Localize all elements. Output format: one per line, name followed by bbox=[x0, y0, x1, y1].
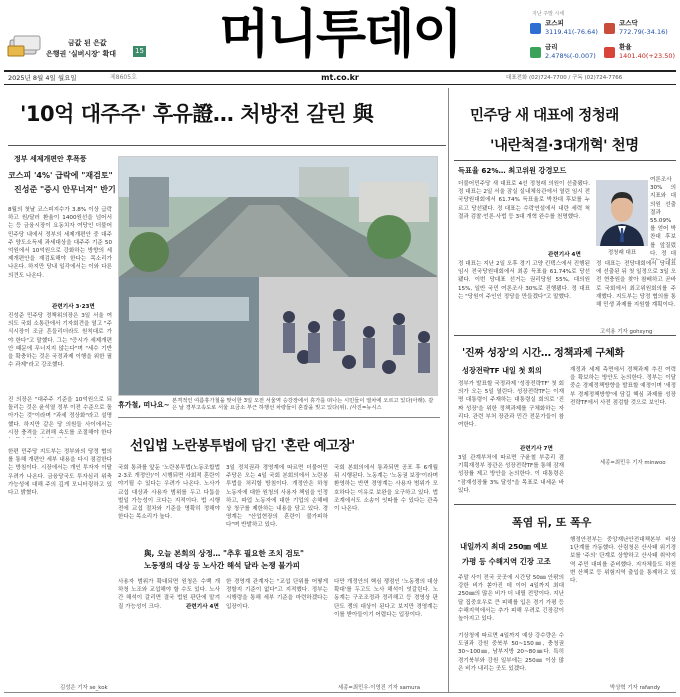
edition: 제8605호 bbox=[110, 74, 137, 81]
growth-byline: 관련기사 7면 bbox=[520, 446, 553, 452]
contacts: 대표전화 (02)724-7700 / 구독 (02)724-7766 bbox=[506, 75, 623, 81]
right-headline2: '내란척결·3대개혁' 천명 bbox=[490, 138, 639, 154]
fx-label: 환율 bbox=[619, 43, 632, 51]
growth-headline: '진짜 성장'의 시간… 정책과제 구체화 bbox=[462, 348, 625, 359]
rain-headline: 폭염 뒤, 또 폭우 bbox=[512, 516, 592, 529]
kosdaq-icon bbox=[604, 23, 615, 34]
rate-value: 2.478%(-0.007) bbox=[545, 52, 596, 60]
fx-row bbox=[604, 43, 675, 61]
photo-caption: 본격적인 여름휴가철을 맞이한 3일 오전 서울역 승강장에서 휴가를 떠나는 시민들이 열차에 오르고 있다(아래). 같은 날 경부고속도로 서울 요금소 부근 하행선 차량들이 혼잡을 빚고 있다(위). /사진=뉴시스 bbox=[172, 398, 434, 411]
growth-body3: 재정과 세제 측면에서 정책과제 추진 여력을 확보하는 방안도 논의한다. 정부는 이달 중순 경제정책방향을 발표할 예정이며 '새정부 경제정책방향'에 담길 핵심 과제를 성장전략TF에서 사전 점검할 것으로 보인다. bbox=[570, 367, 676, 406]
lead-body4: 한편 민주당 지도부는 정부와의 당정 협의를 통해 개편안 세부 내용을 다시 점검한다는 방침이다. 시장에서는 개인 투자자 이탈 우려가 나온다. 금융당국도 투자심리 위축 가능성에 대해 주의 깊게 모니터링하고 있다고 밝혔다. bbox=[8, 449, 112, 497]
labor-body5: 한 경영계 관계자는 "교섭 단위를 어떻게 정할지 기준이 없다"고 지적했다. 정부는 시행령을 통해 세부 기준을 마련하겠다는 입장이다. bbox=[226, 579, 328, 610]
labor-box bbox=[118, 542, 438, 572]
promo-box[interactable] bbox=[6, 30, 146, 64]
kospi-value: 3119.41(-76.64) bbox=[545, 28, 598, 36]
lead-body3: 진 의장은 "대주주 기준을 10억원으로 되돌리는 것은 윤석열 정부 이전 수준으로 돌아가는 것"이라며 "과세 정상화"라고 설명했다. 하지만 같은 당 의원들 사이에서는 시장 충격을 고려해 속도를 조절해야 한다 bbox=[8, 397, 112, 436]
masthead-title: 머니투데이 bbox=[219, 5, 461, 65]
right-body4: 정 대표는 전당대회에서 당대표에 선출된 뒤 첫 일정으로 3일 오전 현충원을 찾아 참배하고 곧바로 국회에서 최고위원회의를 주재했다. 지도부는 당정 협의를 통해 민생 과제를 지원할 계획이다. bbox=[596, 261, 676, 309]
labor-body2: 3일 정치권과 경영계에 따르면 더불어민주당은 오는 4일 국회 본회의에서 노란봉투법을 처리할 방침이다. 개정안은 하청 노동자에 대한 원청의 사용자 책임을 인정하고, 파업 노동자에 대한 기업의 손해배상 청구를 제한하는 내용을 담고 있다. 경영계는 "산업현장의 혼란이 불가피하다"며 반발하고 있다. bbox=[226, 465, 328, 529]
growth-byline2: 세종=최민우 기자 minwoo bbox=[600, 460, 666, 466]
date-line: 2025년 8월 4일 월요일 bbox=[8, 74, 77, 82]
labor-box-title: 與, 오늘 본회의 상정… "추후 필요한 조치 검토" bbox=[144, 549, 304, 558]
fx-icon bbox=[604, 47, 615, 58]
lead-photo bbox=[118, 156, 438, 396]
lead-headline: '10억 대주주' 후유證… 처방전 갈린 與 bbox=[20, 102, 374, 126]
silver-bar-icon bbox=[6, 34, 44, 58]
promo-page-badge: 15 bbox=[133, 46, 146, 57]
site-url[interactable]: mt.co.kr bbox=[321, 73, 359, 82]
kospi-row bbox=[530, 19, 598, 37]
labor-byline: 관련기사 4면 bbox=[186, 604, 219, 610]
labor-byline2: 세종=최민우·이영진 기자 samura bbox=[338, 685, 421, 691]
rate-row bbox=[530, 43, 596, 61]
rain-body2: 기상청에 따르면 4일까지 예상 강수량은 수도권과 강원 중북부 50~150㎜, 충청권 30~100㎜, 남부지방 20~80㎜다. 특히 경기북부와 강원 일부에는 250㎜ 이상 많은 비가 내리는 곳도 있겠다. bbox=[458, 633, 564, 672]
rain-body3: 행정안전부는 중앙재난안전대책본부 비상 1단계를 가동했다. 산림청은 산사태 위기경보를 '주의' 단계로 상향하고 산사태 취약지역 주민 대피를 준비했다. 지자체들도 하천변 산책로 등 위험지역 출입을 통제하고 있다. bbox=[570, 537, 676, 585]
right-headline1: 민주당 새 대표에 정청래 bbox=[470, 108, 619, 124]
growth-body2: 3일 관계부처에 따르면 구윤철 부총리 겸 기획재정부 장관은 성장전략TF를 통해 잠재성장률 제고 방안을 논의한다. 이 대통령은 "잠재성장률 3% 달성"을 목표로 내세운 바 있다. bbox=[458, 455, 564, 494]
market-header: 지난 주말 시세 bbox=[532, 11, 565, 17]
lead-sub1: 코스피 '4%' 급락에 "재검토" bbox=[8, 171, 113, 180]
kosdaq-row bbox=[604, 19, 668, 37]
lead-body1: 8월의 첫날 코스피지수가 3.8% 이상 급락하고 원/달러 환율이 1400원선을 넘어서는 등 금융시장이 요동치자 여당인 더불어민주당 내에서 정부의 세제개편안 중 대주주 양도소득세 과세대상을 대주주 기준 50억원에서 10억원으로 강화하는 방향의 세제개편안을 재검토해야 한다는 목소리가 나온다. 하지만 당내 일각에서는 이와 다른 의견도 나온다. bbox=[8, 207, 112, 279]
right-body3: 여론조사 30% 의 지표와 대의원 선출 결과 55.09%를 얻어 박찬대 후보를 앞질렀다. 정 대 bbox=[650, 177, 676, 257]
rain-sub2: 가평 등 수해지역 긴장 고조 bbox=[462, 557, 551, 566]
labor-body3: 국회 본회의에서 통과되면 공포 후 6개월 뒤 시행된다. 노동계는 '노동권 보장'이라며 환영하는 반면 경영계는 사용자 범위가 모호하다는 이유로 보완을 요구하고 있다. 법조계에서도 소송이 잇따를 수 있다는 관측이 나온다. bbox=[334, 465, 438, 513]
portrait-caption: 정청래 대표 bbox=[607, 250, 637, 256]
labor-headline: 선입법 노란봉투법에 담긴 '혼란 예고장' bbox=[130, 438, 355, 454]
rain-byline: 박상혁 기자 rafandy bbox=[610, 685, 661, 691]
right-byline2: 고석용 기자 gohsyng bbox=[600, 329, 653, 335]
lead-sub2: 진성준 "증시 안무너져" 반기 bbox=[14, 185, 116, 194]
labor-body6: 다만 개정안의 핵심 쟁점인 '노동쟁의 대상 확대'를 두고도 노사 해석이 엇갈린다. 노동계는 구조조정과 정리해고 등 경영상 판단도 쟁의 대상이 된다고 보지만 경영계는 이를 받아들이기 어렵다는 입장이다. bbox=[334, 579, 438, 618]
right-body2: 정 대표는 지난 2일 오후 경기 고양 킨텍스에서 진행된 임시 전국당원대회에서 최종 득표율 61.74%로 당선됐다. 이번 당대표 선거는 권리당원 55%, 대의원 15%, 일반 국민 여론조사 30%로 진행됐다. 정 대표는 "당원이 주인인 정당을 만들겠다"고 말했다. bbox=[458, 261, 590, 300]
promo-line2: 은행권 '실버시장' 확대 bbox=[46, 50, 117, 58]
lead-kicker: 정부 세제개편안 후폭풍 bbox=[14, 155, 87, 163]
photo-caption-title: 휴가철, 떠나요~ bbox=[118, 401, 170, 409]
right-sub: 득표율 62%… 최고위원 강경모드 bbox=[458, 166, 567, 175]
growth-body1: 정부가 발표할 국정과제 '성장전략TF' 첫 회의가 오는 5일 열린다. 성장전략TF는 이재명 대통령이 주재하는 대통령실 회의로 '진짜 성장'을 위한 정책과제를 구체화하는 자리다. 관련 부처 장관과 민간 전문가들이 참여한다. bbox=[458, 381, 564, 429]
labor-box-sub: 노동쟁의 대상 등 노사간 해석 달라 논쟁 불가피 bbox=[144, 561, 300, 570]
fx-value: 1401.40(+23.50) bbox=[619, 52, 676, 60]
kosdaq-value: 772.79(-34.16) bbox=[619, 28, 668, 36]
kospi-icon bbox=[530, 23, 541, 34]
lead-body2: 진성준 민주당 정책위의장은 3일 서울 여의도 국회 소통관에서 기자회견을 열고 "주식시장이 조금 흔들리더라도 원칙대로 가야 한다"고 말했다. 그는 "증시가 세제개편안 때문에 무너지지 않는다"며 "세수 기반을 확충하는 것은 국정과제 이행을 위한 필수 과제"라고 강조했다. bbox=[8, 313, 112, 369]
kosdaq-label: 코스닥 bbox=[619, 19, 638, 27]
growth-sub: 성장전략TF 내일 첫 회의 bbox=[462, 366, 542, 375]
market-box bbox=[530, 10, 676, 68]
right-byline: 관련기사 4면 bbox=[548, 252, 581, 258]
labor-body1: 국회 통과를 앞둔 '노란봉투법(노동조합법 2·3조 개정안)'이 시행되면 사회적 혼란이 야기될 수 있다는 우려가 나온다. 노사가 교섭 대상과 사용자 범위를 두고 다툼을 벌일 가능성이 크다는 지적이다. 법 시행 전에 교섭 절차와 기준을 명확히 정해야 한다는 목소리가 높다. bbox=[118, 465, 220, 521]
lead-byline1: 관련기사 3·23면 bbox=[52, 304, 95, 310]
rate-icon bbox=[530, 47, 541, 58]
promo-line1: 금값 된 은값 bbox=[68, 39, 107, 47]
lead-byline2: 김성은 기자 se_kok bbox=[60, 685, 108, 691]
kospi-label: 코스피 bbox=[545, 19, 564, 27]
rain-sub1: 내일까지 최대 250㎜ 예보 bbox=[460, 542, 548, 551]
labor-body4: 사용자 범위가 확대되면 원청은 수백 개 하청 노조와 교섭해야 할 수도 있다. 노사 간 해석이 갈리면 결국 법원 판단에 맡겨질 가능성이 크다. bbox=[118, 579, 220, 610]
rain-body1: 주말 사이 전국 곳곳에 시간당 50㎜ 안팎의 강한 비가 쏟아진 데 이어 4일까지 최대 250㎜의 많은 비가 더 내릴 전망이다. 지난달 집중호우로 큰 피해를 입은 경기 가평 등 수해지역에서는 추가 피해 우려로 긴장감이 높아지고 있다. bbox=[458, 575, 564, 623]
jung-portrait bbox=[596, 180, 648, 246]
right-body1: 더불어민주당 새 대표로 4선 정청래 의원이 선출됐다. 정 대표는 2일 서울 잠실 실내체육관에서 열린 임시 전국당원대회에서 61.74% 득표율로 박찬대 후보를 누르고 당선됐다. 정 대표는 수락연설에서 내란 세력 척결과 검찰·언론·사법 등 3대 개혁 완수를 천명했다. bbox=[458, 181, 590, 220]
rate-label: 금리 bbox=[545, 43, 558, 51]
